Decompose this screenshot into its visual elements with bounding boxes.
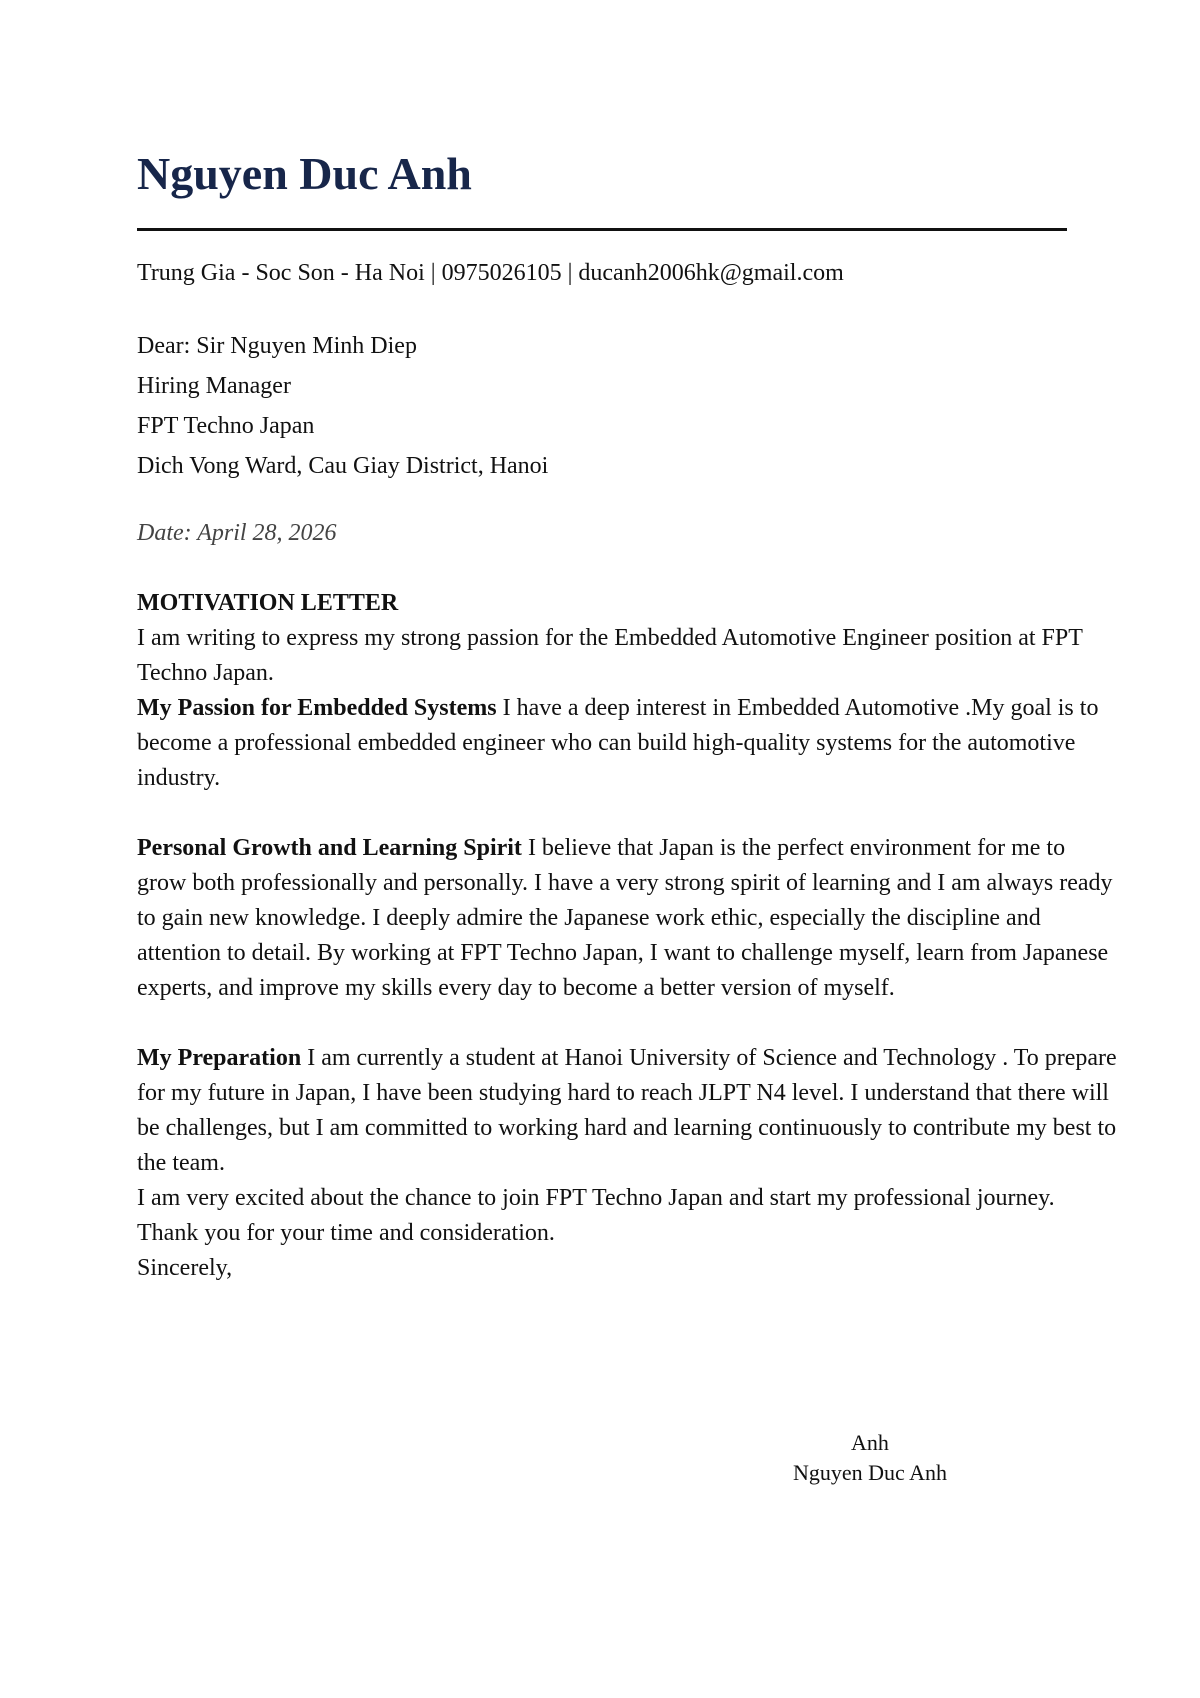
preparation-paragraph <box>137 1041 1117 1181</box>
passion-heading: My Passion for Embedded Systems <box>137 695 497 721</box>
recipient-salutation: Dear: Sir Nguyen Minh Diep <box>137 333 417 359</box>
growth-paragraph <box>137 831 1117 1006</box>
signature-full-name: Nguyen Duc Anh <box>793 1460 947 1485</box>
letter-body <box>137 586 1117 1286</box>
recipient-title: Hiring Manager <box>137 373 291 399</box>
preparation-text: I am currently a student at Hanoi University of Science and Technology . To prepare for my future in Japan, I have been studying hard to reach JLPT N4 level. I understand that there will be challenges, but I am committed to working hard and learning continuously to contribute my best to the team. <box>137 1045 1117 1176</box>
intro-paragraph: I am writing to express my strong passion for the Embedded Automotive Engineer position at FPT Techno Japan. <box>137 625 1083 686</box>
recipient-address: Dich Vong Ward, Cau Giay District, Hanoi <box>137 453 549 479</box>
preparation-heading: My Preparation <box>137 1045 302 1071</box>
passion-text: I have a deep interest in Embedded Automotive .My goal is to become a professional embedded engineer who can build high-quality systems for the automotive industry. <box>137 695 1099 791</box>
growth-heading: Personal Growth and Learning Spirit <box>137 835 522 861</box>
recipient-block <box>137 326 548 486</box>
letter-title: MOTIVATION LETTER <box>137 590 399 616</box>
closing-paragraph: I am very excited about the chance to join FPT Techno Japan and start my professional journey. Thank you for your time and consideration. <box>137 1185 1055 1246</box>
passion-paragraph <box>137 691 1117 796</box>
sender-name: Nguyen Duc Anh <box>137 148 472 199</box>
signature-short: Anh <box>851 1430 889 1455</box>
header-divider <box>137 228 1067 231</box>
growth-text: I believe that Japan is the perfect environment for me to grow both professionally and personally. I have a very strong spirit of learning and I am always ready to gain new knowledge. I deeply admire the Japanese work ethic, especially the discipline and attention to detail. By working at FPT Techno Japan, I want to challenge myself, learn from Japanese experts, and improve my skills every day to become a better version of myself. <box>137 835 1113 1001</box>
recipient-company: FPT Techno Japan <box>137 413 315 439</box>
signoff: Sincerely, <box>137 1255 233 1281</box>
letter-date: Date: April 28, 2026 <box>137 520 337 546</box>
signature-block <box>720 1428 1020 1488</box>
contact-line: Trung Gia - Soc Son - Ha Noi | 0975026105 | ducanh2006hk@gmail.com <box>137 260 844 286</box>
